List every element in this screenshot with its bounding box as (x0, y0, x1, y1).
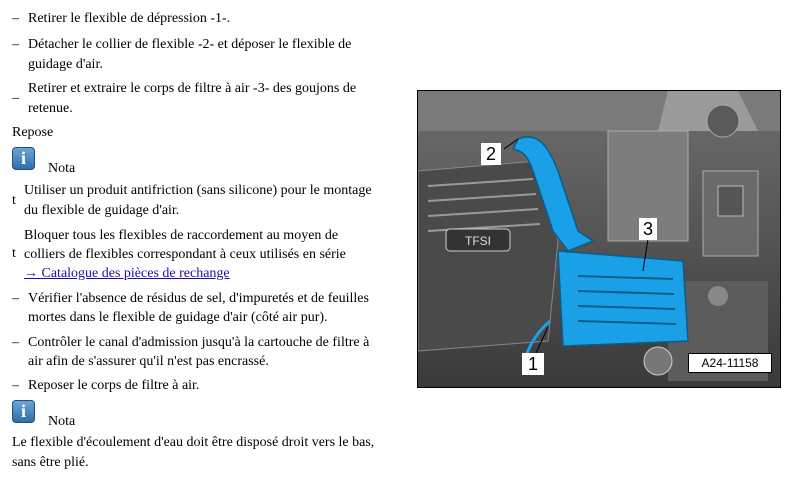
step-5-text-line1: Contrôler le canal d'admission jusqu'à la cartouche de filtre à (28, 335, 370, 350)
step-1-text: Retirer le flexible de dépression -1-. (28, 11, 231, 26)
step-5-text-line2: air afin de s'assurer qu'il n'est pas encrassé. (28, 354, 269, 369)
step-3-text-line2: retenue. (28, 101, 73, 116)
note1-item2-marker: t (12, 246, 16, 261)
info-icon: i (12, 147, 35, 170)
figure-code: A24-11158 (688, 353, 772, 373)
note1-item2-line1: Bloquer tous les flexibles de raccordement au moyen de (24, 228, 339, 243)
note1-item1-line1: Utiliser un produit antifriction (sans silicone) pour le montage (24, 183, 372, 198)
section-title: Repose (12, 125, 54, 140)
note1-item2-line2: colliers de flexibles correspondant à ceux utilisés en série (24, 247, 346, 262)
step-3-text-line1: Retirer et extraire le corps de filtre à air -3- des goujons de (28, 81, 357, 96)
step-1-marker: – (12, 11, 19, 26)
step-6-marker: – (12, 378, 19, 393)
step-2-text-line1: Détacher le collier de flexible -2- et déposer le flexible de (28, 37, 352, 52)
engine-bay-illustration (418, 91, 780, 387)
step-5-marker: – (12, 335, 19, 350)
note1-item1-line2: du flexible de guidage d'air. (24, 203, 180, 218)
engine-bay-figure (417, 90, 781, 388)
step-3-marker: _ (12, 86, 19, 101)
note2-text-line2: sans être plié. (12, 455, 89, 470)
step-6-text: Reposer le corps de filtre à air. (28, 378, 200, 393)
note2-label: Nota (48, 414, 76, 429)
step-4-text-line1: Vérifier l'absence de résidus de sel, d'impuretés et de feuilles (28, 291, 369, 306)
note1-item1-marker: t (12, 193, 16, 208)
callout-3: 3 (639, 218, 657, 240)
callout-1: 1 (522, 353, 544, 375)
parts-catalogue-link[interactable]: → Catalogue des pièces de rechange (24, 266, 230, 281)
info-icon: i (12, 400, 35, 423)
step-2-text-line2: guidage d'air. (28, 57, 103, 72)
engine-badge: TFSI (465, 234, 491, 248)
step-2-marker: – (12, 37, 19, 52)
note2-text-line1: Le flexible d'écoulement d'eau doit être disposé droit vers le bas, (12, 435, 375, 450)
callout-2: 2 (481, 143, 501, 165)
step-4-text-line2: mortes dans le flexible de guidage d'air (côté air pur). (28, 310, 328, 325)
step-4-marker: – (12, 291, 19, 306)
note1-label: Nota (48, 161, 76, 176)
